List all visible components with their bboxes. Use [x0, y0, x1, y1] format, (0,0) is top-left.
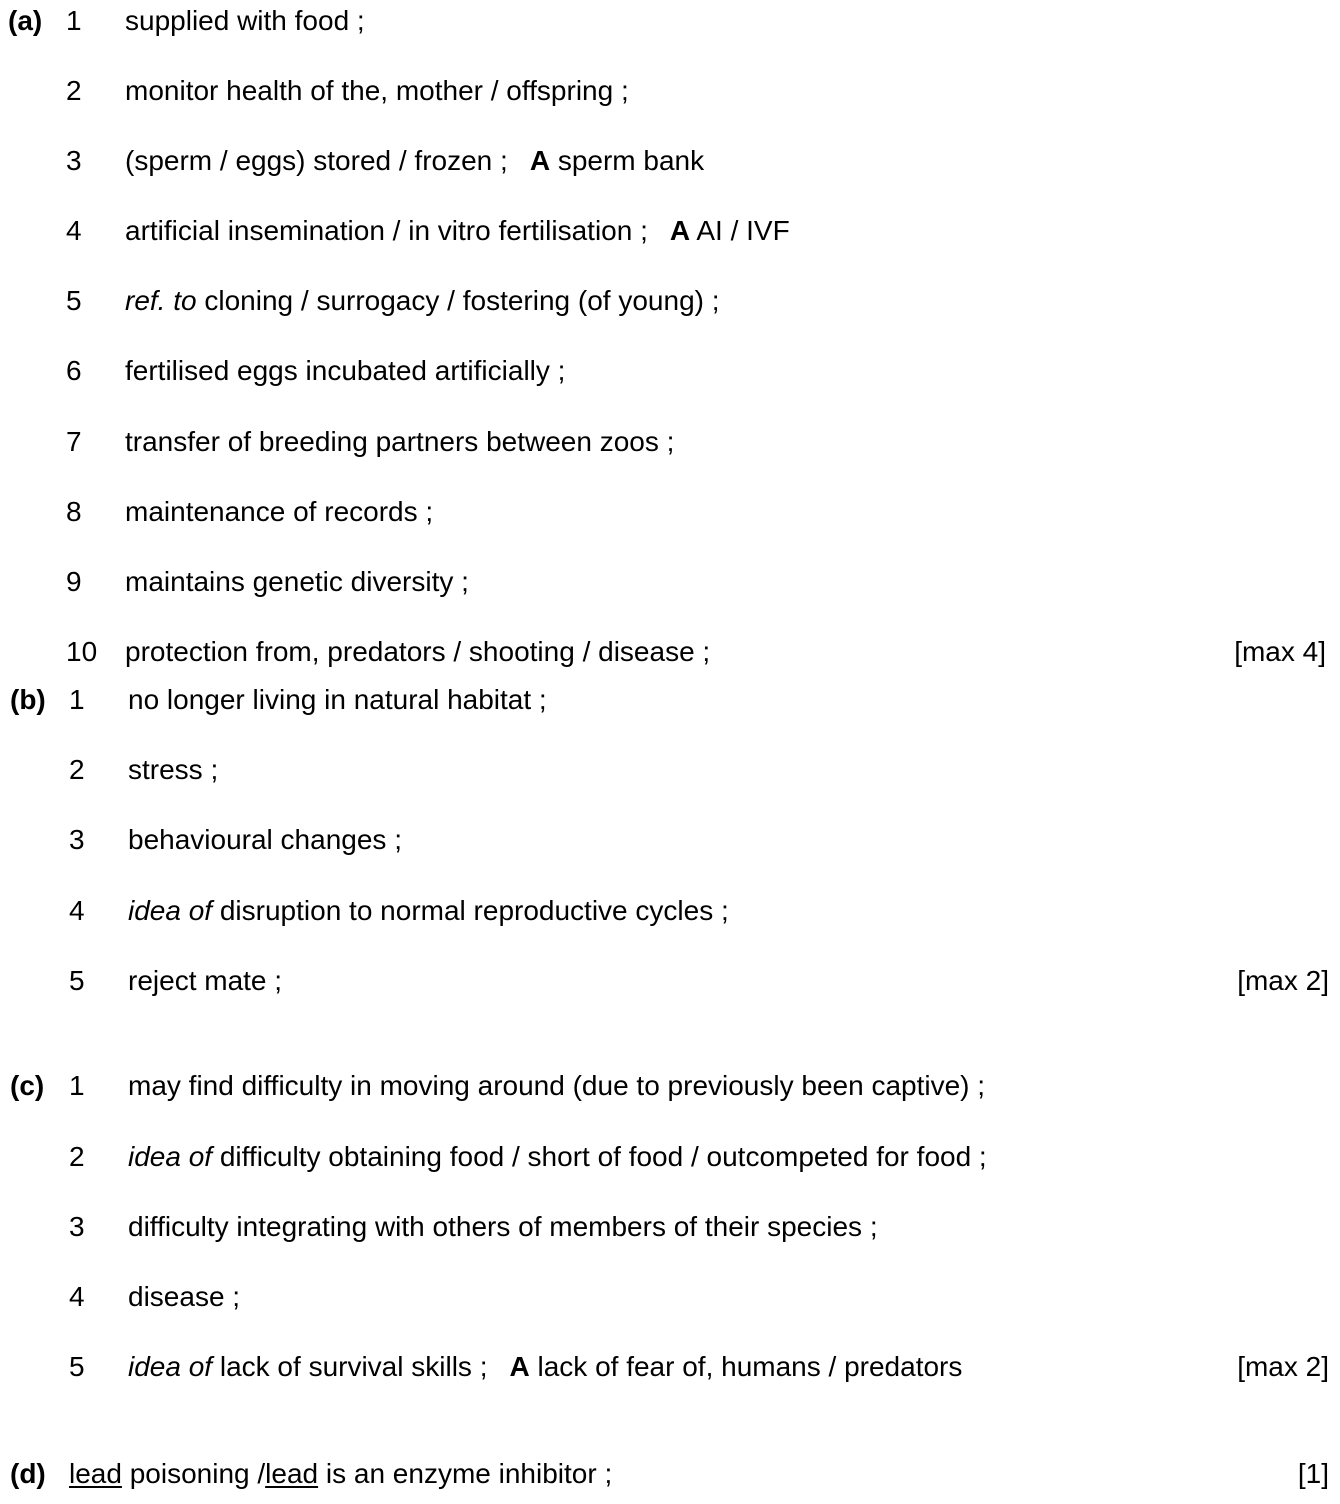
item-content	[125, 287, 720, 315]
part-a-label: (a)	[8, 5, 43, 36]
part-d-mark: [1]	[1297, 1458, 1329, 1489]
item-number: 2	[69, 754, 85, 785]
part-b-mark: [max 2]	[1237, 965, 1329, 996]
item-number: 1	[66, 5, 82, 36]
item-text: reject mate ;	[128, 965, 283, 996]
item-number: 3	[66, 145, 82, 176]
item-number: 6	[66, 355, 82, 386]
item-text: transfer of breeding partners between zoos ;	[125, 426, 675, 457]
item-text: lack of survival skills ;	[219, 1351, 488, 1382]
item-number: 7	[66, 426, 82, 457]
item-content	[69, 1460, 612, 1488]
accept-marker: A	[669, 215, 691, 246]
part-c-item-2	[0, 1143, 1340, 1177]
part-a-item-10	[0, 638, 1340, 672]
item-number: 10	[66, 636, 98, 667]
item-text: (sperm / eggs) stored / frozen ;	[125, 145, 508, 176]
item-text: fertilised eggs incubated artificially ;	[125, 355, 566, 386]
item-text: difficulty integrating with others of members of their species ;	[128, 1211, 878, 1242]
item-text: disruption to normal reproductive cycles ;	[219, 895, 729, 926]
item-text: supplied with food ;	[125, 5, 365, 36]
part-c-item-4	[0, 1283, 1340, 1317]
part-b-item-3	[0, 826, 1340, 860]
item-number: 3	[69, 824, 85, 855]
part-b-item-4	[0, 897, 1340, 931]
part-c-item-1	[0, 1072, 1340, 1106]
item-prefix: idea of	[128, 1351, 213, 1382]
part-c-item-3	[0, 1213, 1340, 1247]
item-content	[128, 897, 729, 925]
part-a-item-1	[0, 7, 1340, 41]
part-b-item-2	[0, 756, 1340, 790]
item-number: 1	[69, 1070, 85, 1101]
item-text: maintenance of records ;	[125, 496, 434, 527]
part-a-item-3	[0, 147, 1340, 181]
part-d-label: (d)	[10, 1458, 46, 1489]
item-text-1: poisoning /	[129, 1458, 266, 1489]
item-text: difficulty obtaining food / short of food / outcompeted for food ;	[219, 1141, 987, 1172]
part-b-item-1	[0, 686, 1340, 720]
item-text: maintains genetic diversity ;	[125, 566, 469, 597]
part-a-item-6	[0, 357, 1340, 391]
part-d-item	[0, 1460, 1340, 1494]
item-number: 1	[69, 684, 85, 715]
item-text: disease ;	[128, 1281, 241, 1312]
item-text: may find difficulty in moving around (due to previously been captive) ;	[128, 1070, 986, 1101]
underlined-word: lead	[265, 1458, 319, 1489]
accept-marker: A	[509, 1351, 530, 1382]
item-text: no longer living in natural habitat ;	[128, 684, 547, 715]
item-text: artificial insemination / in vitro fertilisation ;	[125, 215, 648, 246]
item-text-2: is an enzyme inhibitor ;	[325, 1458, 613, 1489]
part-a-item-2	[0, 77, 1340, 111]
item-content	[128, 1353, 962, 1381]
item-content	[125, 147, 704, 175]
item-text: protection from, predators / shooting / disease ;	[125, 636, 711, 667]
item-number: 2	[66, 75, 82, 106]
part-b-item-5	[0, 967, 1340, 1001]
item-number: 4	[69, 895, 85, 926]
item-number: 5	[69, 965, 85, 996]
accept-text: AI / IVF	[696, 215, 790, 246]
part-c-item-5	[0, 1353, 1340, 1387]
item-number: 3	[69, 1211, 85, 1242]
accept-text: sperm bank	[557, 145, 705, 176]
item-content	[125, 217, 790, 245]
item-prefix: idea of	[128, 895, 213, 926]
item-number: 4	[69, 1281, 85, 1312]
item-text: stress ;	[128, 754, 219, 785]
part-a-item-4	[0, 217, 1340, 251]
item-prefix: ref. to	[125, 285, 197, 316]
part-a-item-9	[0, 568, 1340, 602]
part-a-item-8	[0, 498, 1340, 532]
accept-marker: A	[529, 145, 551, 176]
item-number: 4	[66, 215, 82, 246]
part-a-mark: [max 4]	[1234, 636, 1326, 667]
item-number: 8	[66, 496, 82, 527]
item-text: monitor health of the, mother / offspring ;	[125, 75, 629, 106]
part-a-item-5	[0, 287, 1340, 321]
item-text: cloning / surrogacy / fostering (of young) ;	[204, 285, 720, 316]
item-number: 5	[69, 1351, 85, 1382]
part-a-item-7	[0, 428, 1340, 462]
underlined-word: lead	[69, 1458, 122, 1489]
part-b-label: (b)	[10, 684, 46, 715]
item-content	[128, 1143, 987, 1171]
item-prefix: idea of	[128, 1141, 213, 1172]
item-number: 5	[66, 285, 82, 316]
item-text: behavioural changes ;	[128, 824, 402, 855]
part-c-label: (c)	[10, 1070, 45, 1101]
part-c-mark: [max 2]	[1237, 1351, 1329, 1382]
item-number: 2	[69, 1141, 85, 1172]
accept-text: lack of fear of, humans / predators	[537, 1351, 963, 1382]
item-number: 9	[66, 566, 82, 597]
